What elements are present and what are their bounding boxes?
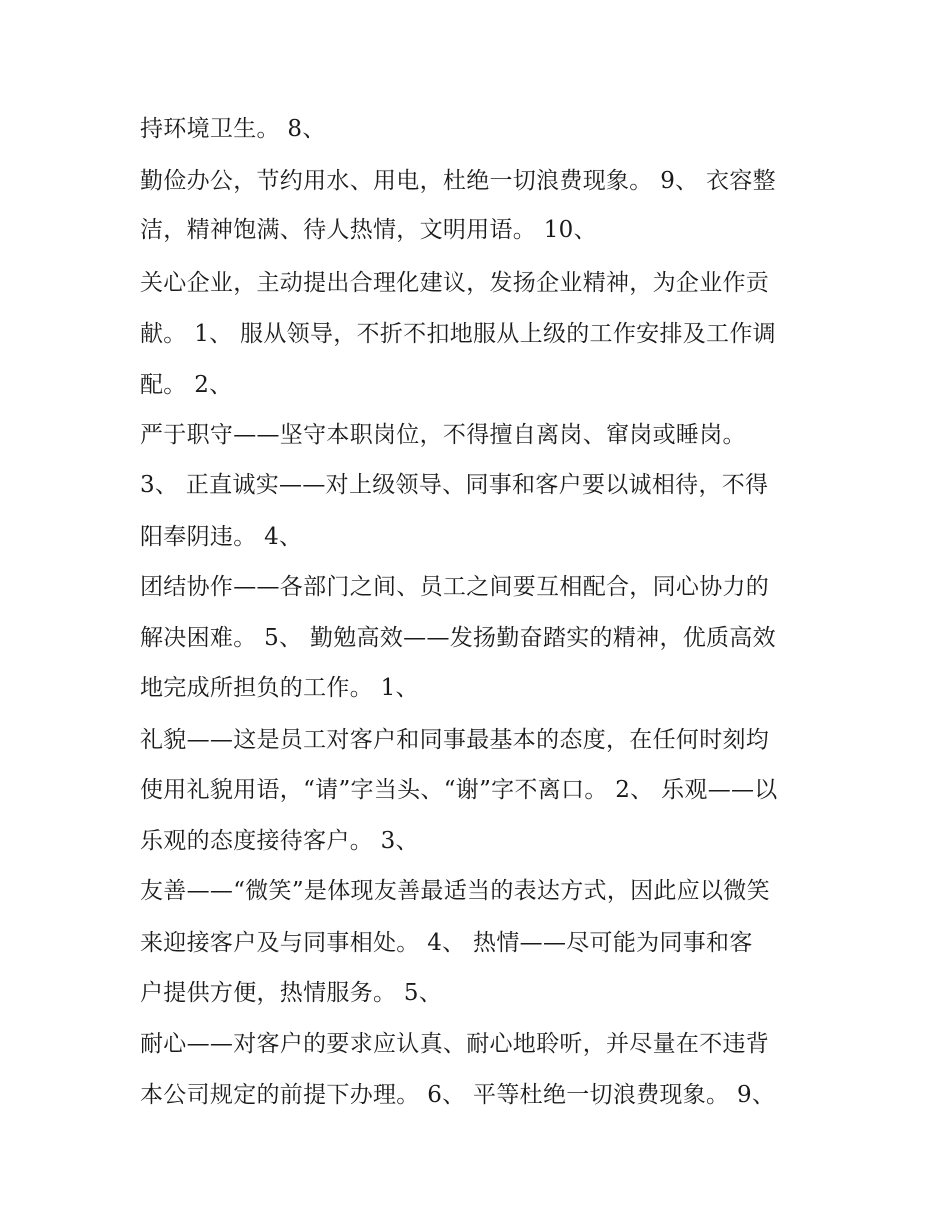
text-line: 配。 2、	[140, 372, 233, 398]
text-line: 献。 1、 服从领导，不折不扣地服从上级的工作安排及工作调	[140, 321, 776, 347]
text-line: 关心企业，主动提出合理化建议，发扬企业精神，为企业作贡	[140, 270, 770, 296]
text-line: 严于职守——坚守本职岗位，不得擅自离岗、窜岗或睡岗。	[140, 422, 746, 448]
text-line: 3、 正直诚实——对上级领导、同事和客户要以诚相待，不得	[140, 472, 769, 498]
text-line: 户提供方便，热情服务。 5、	[140, 980, 443, 1006]
text-line: 持环境卫生。 8、	[140, 116, 326, 142]
text-line: 友善——“微笑”是体现友善最适当的表达方式，因此应以微笑	[140, 878, 770, 904]
text-line: 使用礼貌用语，“请”字当头、“谢”字不离口。 2、 乐观——以	[140, 777, 778, 803]
text-line: 解决困难。 5、 勤勉高效——发扬勤奋踏实的精神，优质高效	[140, 625, 776, 651]
text-line: 阳奉阴违。 4、	[140, 524, 303, 550]
text-line: 团结协作——各部门之间、员工之间要互相配合，同心协力的	[140, 574, 770, 600]
text-line: 礼貌——这是员工对客户和同事最基本的态度，在任何时刻均	[140, 727, 770, 753]
text-line: 洁，精神饱满、待人热情，文明用语。 10、	[140, 217, 597, 243]
text-line: 地完成所担负的工作。 1、	[140, 675, 419, 701]
text-line: 勤俭办公，节约用水、用电，杜绝一切浪费现象。 9、 衣容整	[140, 168, 776, 194]
text-line: 来迎接客户及与同事相处。 4、 热情——尽可能为同事和客	[140, 930, 753, 956]
text-line: 乐观的态度接待客户。 3、	[140, 828, 419, 854]
text-line: 本公司规定的前提下办理。 6、 平等杜绝一切浪费现象。 9、	[140, 1082, 776, 1108]
text-line: 耐心——对客户的要求应认真、耐心地聆听，并尽量在不违背	[140, 1031, 770, 1057]
